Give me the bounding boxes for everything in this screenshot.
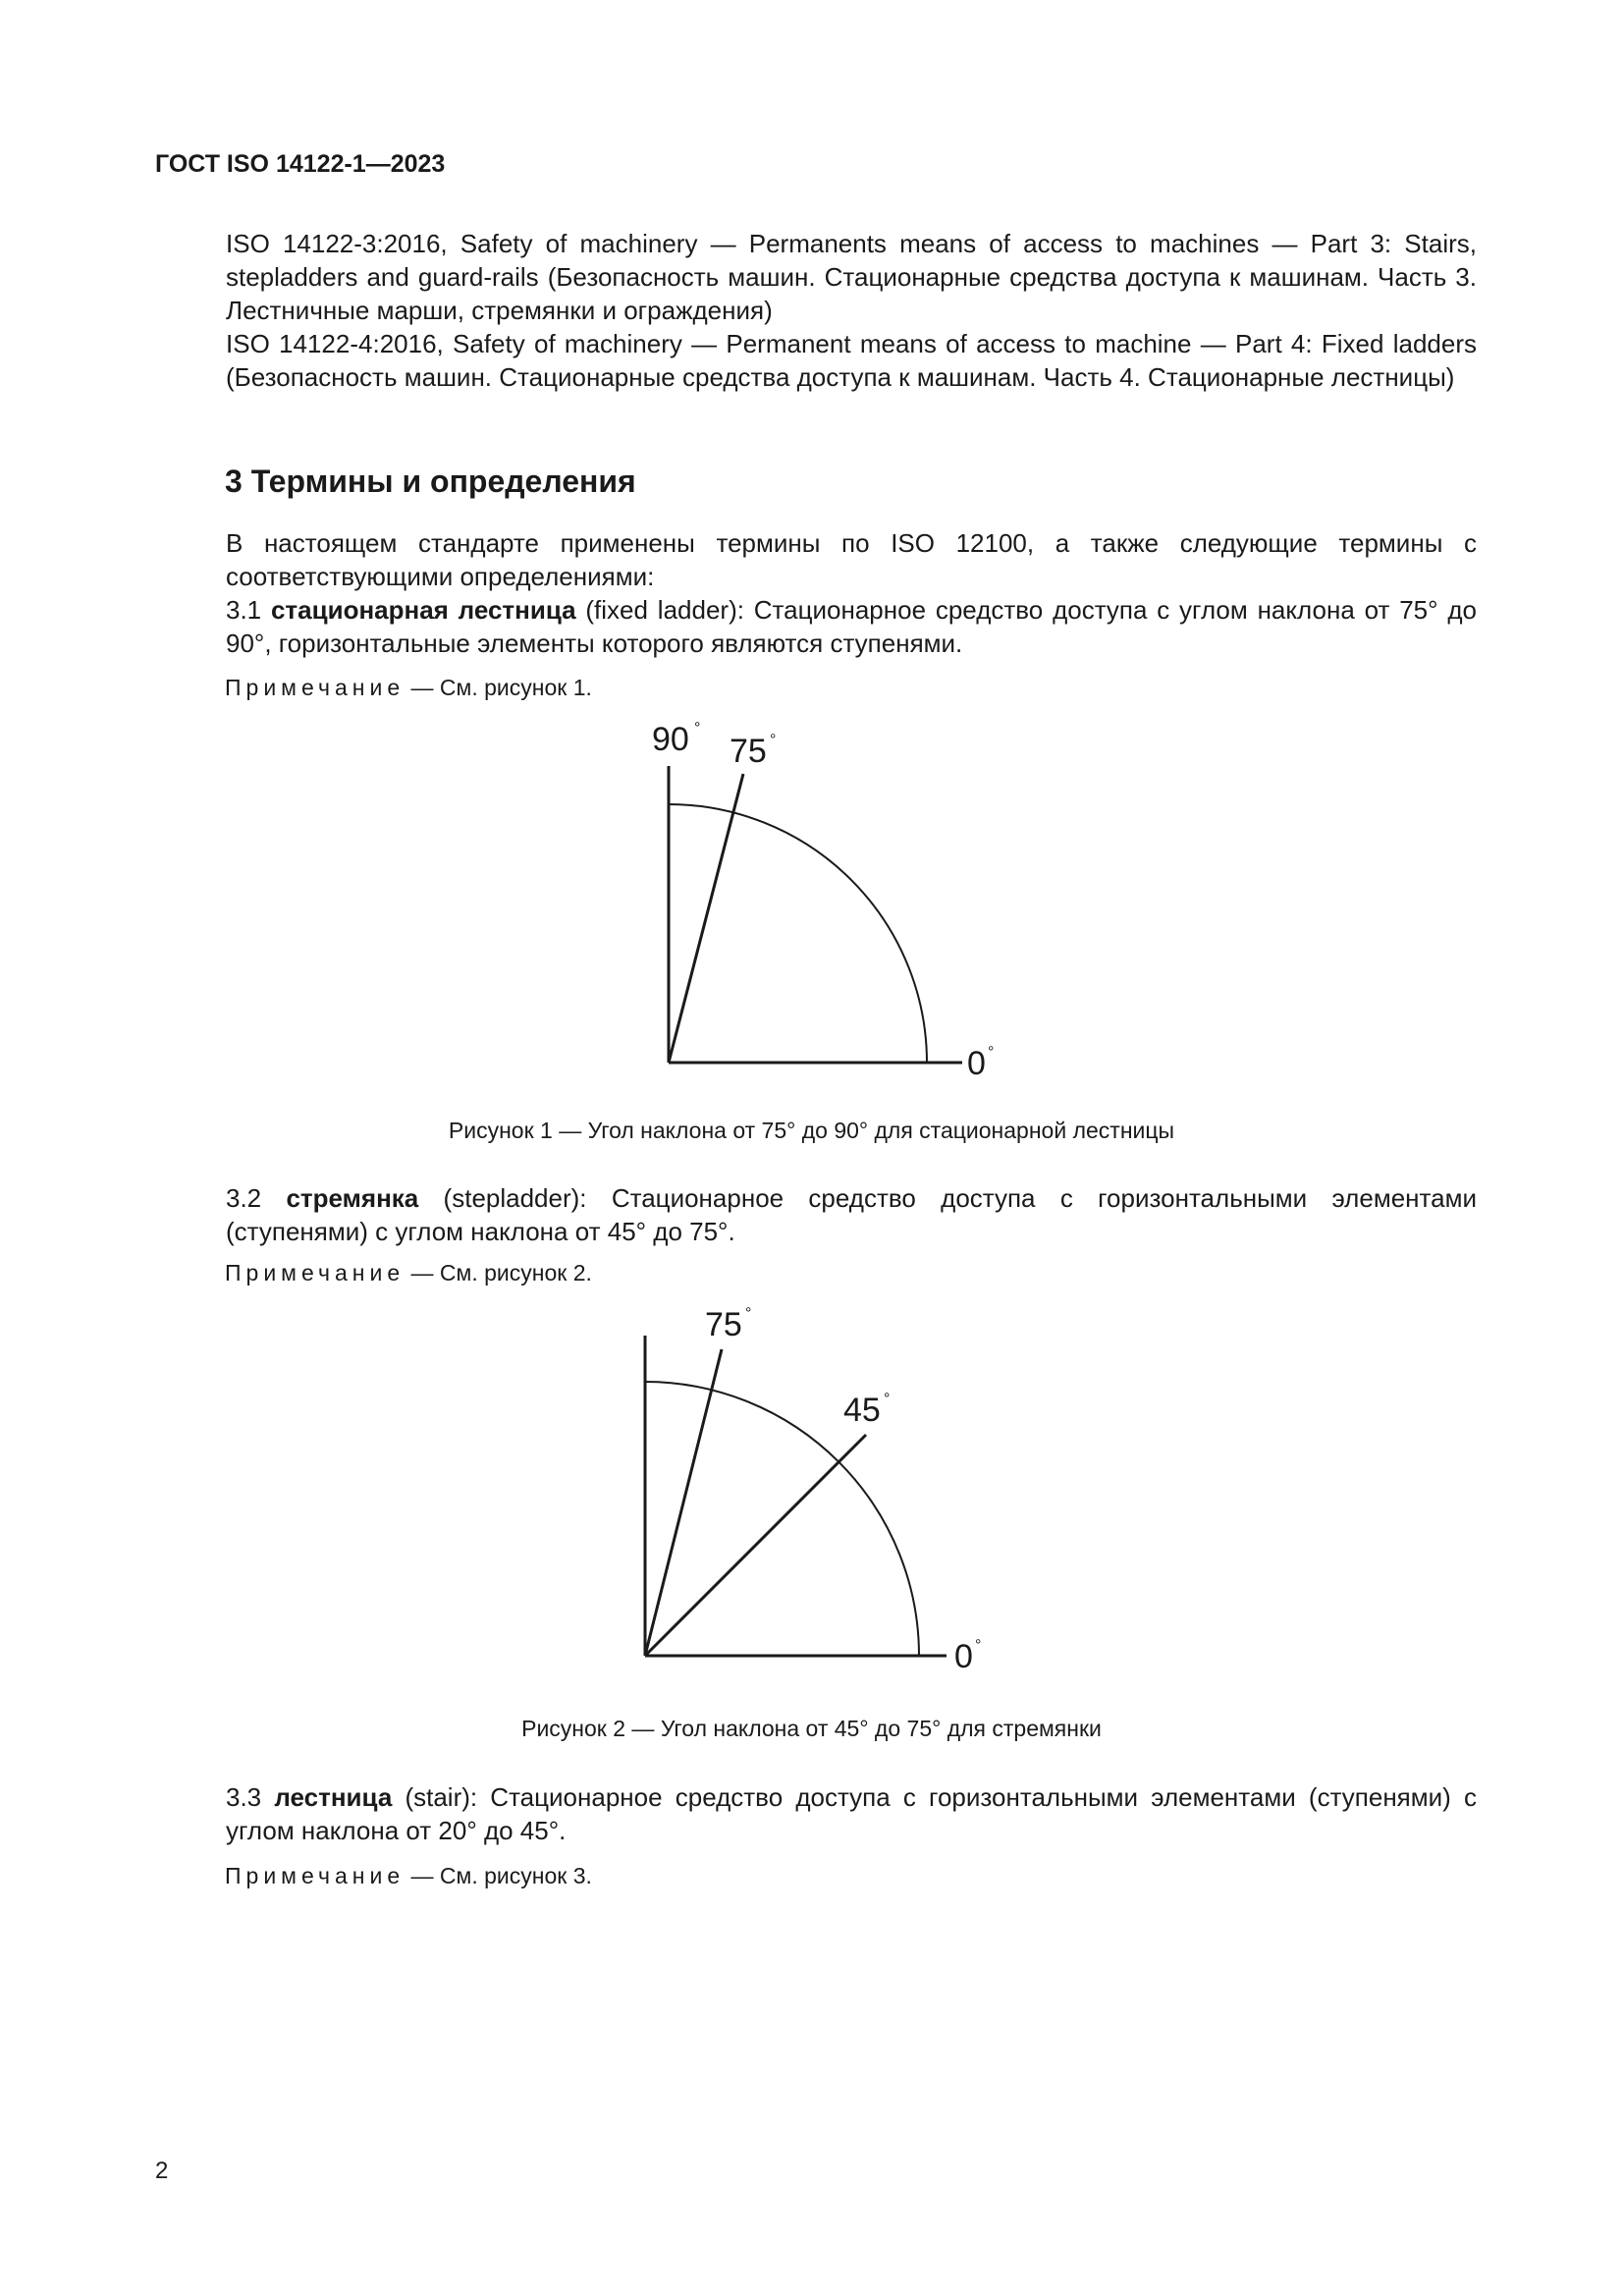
line-45-degrees bbox=[645, 1435, 866, 1656]
term-name: лестница bbox=[274, 1782, 393, 1812]
term-number: 3.1 bbox=[226, 595, 262, 625]
page-number: 2 bbox=[155, 2158, 169, 2184]
figure-2-angle-diagram bbox=[589, 1296, 1041, 1689]
note-3-1 bbox=[225, 675, 592, 701]
term-definition: (stepladder): Стационарное средство доступа с горизонтальными элементами (ступенями) с углом наклона от 45° до 75°. bbox=[226, 1183, 1477, 1246]
figure-1-angle-diagram bbox=[589, 707, 1041, 1080]
term-name: стремянка bbox=[286, 1183, 419, 1213]
intro-text: В настоящем стандарте применены термины по ISO 12100, а также следующие термины с соответствующими определениями: bbox=[226, 528, 1477, 591]
term-definition: (stair): Стационарное средство доступа с горизонтальными элементами (ступенями) с углом наклона от 20° до 45°. bbox=[226, 1782, 1477, 1845]
label-75: 75 bbox=[730, 733, 767, 770]
term-number: 3.2 bbox=[226, 1183, 262, 1213]
note-text: — См. рисунок 3. bbox=[405, 1863, 592, 1888]
label-0: 0 bbox=[967, 1045, 986, 1082]
degree-symbol: ° bbox=[975, 1637, 982, 1654]
section-title: 3 Термины и определения bbox=[225, 464, 636, 499]
note-3-3 bbox=[225, 1863, 592, 1889]
document-header: ГОСТ ISO 14122-1—2023 bbox=[155, 150, 446, 178]
term-3-2 bbox=[155, 1181, 1477, 1248]
reference-iso-14122-4 bbox=[155, 327, 1477, 394]
note-text: — См. рисунок 1. bbox=[405, 675, 592, 700]
term-3-3 bbox=[155, 1780, 1477, 1847]
degree-symbol: ° bbox=[745, 1305, 752, 1322]
label-45: 45 bbox=[843, 1392, 881, 1429]
term-name: стационарная лестница bbox=[270, 595, 576, 625]
degree-symbol: ° bbox=[988, 1044, 995, 1061]
label-75: 75 bbox=[705, 1306, 742, 1343]
reference-iso-14122-3 bbox=[155, 227, 1477, 327]
term-number: 3.3 bbox=[226, 1782, 262, 1812]
section-intro bbox=[155, 526, 1477, 593]
term-3-1 bbox=[155, 593, 1477, 660]
degree-symbol: ° bbox=[884, 1391, 891, 1407]
degree-symbol: ° bbox=[770, 732, 777, 748]
figure-1-caption: Рисунок 1 — Угол наклона от 75° до 90° для стационарной лестницы bbox=[448, 1118, 1175, 1143]
angle-arc bbox=[669, 804, 927, 1063]
label-90: 90 bbox=[652, 721, 689, 758]
note-3-2 bbox=[225, 1260, 592, 1286]
line-75-degrees bbox=[645, 1349, 722, 1656]
term-definition: (fixed ladder): Стационарное средство доступа с углом наклона от 75° до 90°, горизонтальные элементы которого являются ступенями. bbox=[226, 595, 1477, 658]
note-label: Примечание bbox=[225, 1260, 406, 1285]
note-label: Примечание bbox=[225, 675, 406, 700]
label-0: 0 bbox=[954, 1638, 973, 1675]
figure-2-caption: Рисунок 2 — Угол наклона от 45° до 75° для стремянки bbox=[521, 1716, 1102, 1741]
note-label: Примечание bbox=[225, 1863, 406, 1888]
degree-symbol: ° bbox=[694, 720, 701, 737]
note-text: — См. рисунок 2. bbox=[405, 1260, 592, 1285]
reference-text: ISO 14122-4:2016, Safety of machinery — Permanent means of access to machine — Part 4: Fixed ladders (Безопасность машин. Стационарные средства доступа к машинам. Часть 4. Стационарные лестницы) bbox=[226, 329, 1477, 392]
line-75-degrees bbox=[669, 774, 743, 1063]
reference-text: ISO 14122-3:2016, Safety of machinery — Permanents means of access to machines — Part 3: Stairs, stepladders and guard-rails (Безопасность машин. Стационарные средства доступа к машинам. Часть 3. Лестничные марши, стремянки и ограждения) bbox=[226, 229, 1477, 325]
